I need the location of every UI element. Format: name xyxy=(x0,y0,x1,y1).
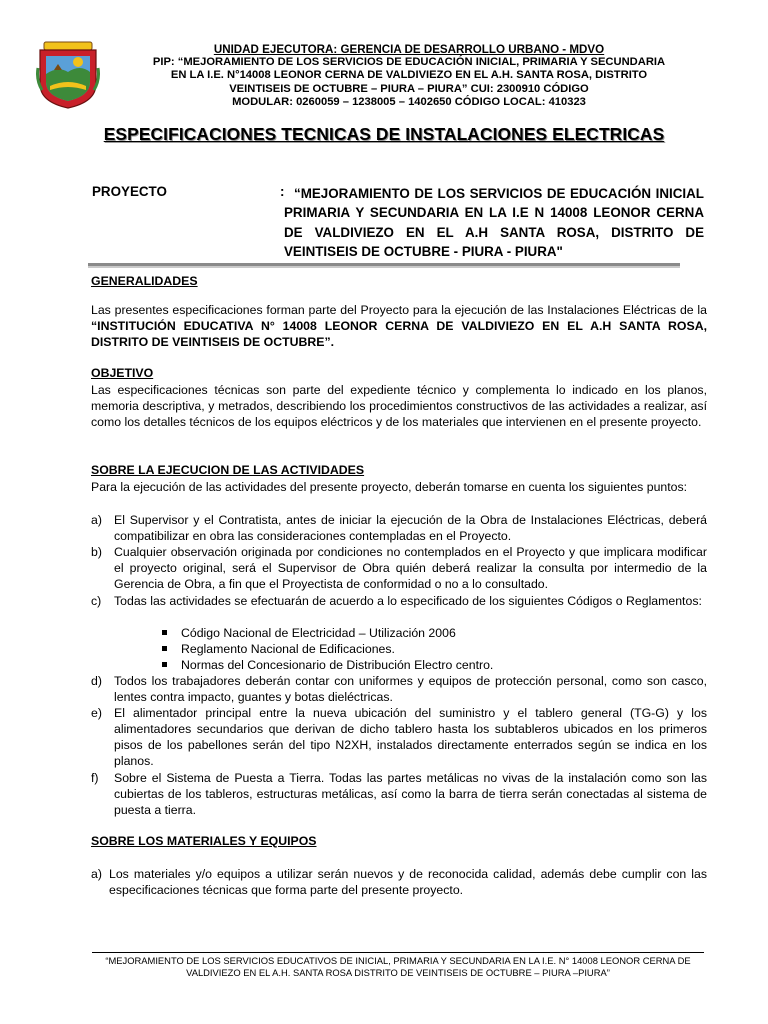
bullet-text: Normas del Concesionario de Distribución Electro centro. xyxy=(181,658,494,672)
footer-line-1: “MEJORAMIENTO DE LOS SERVICIOS EDUCATIVOS DE INICIAL, PRIMARIA Y SECUNDARIA EN LA I.E. N° 14008 LEONOR CERNA DE xyxy=(105,955,691,966)
header-school-line: EN LA I.E. N°14008 LEONOR CERNA DE VALDIVIEZO EN EL A.H. SANTA ROSA, DISTRITO xyxy=(170,69,648,82)
list-marker: d) xyxy=(91,674,102,688)
bullet-square-icon xyxy=(162,630,167,635)
list-item-text: Sobre el Sistema de Puesta a Tierra. Todas las partes metálicas no vivas de la instalación como son las cubiertas de los tableros, estructuras metálicas, así como la barra de tierra serán conectadas al sistema de puesta a tierra. xyxy=(114,771,707,817)
municipal-coat-of-arms-icon xyxy=(36,40,100,110)
bullet-item xyxy=(162,641,395,657)
bullet-item xyxy=(162,625,456,641)
bullet-text: Reglamento Nacional de Edificaciones. xyxy=(181,642,395,656)
bullet-item xyxy=(162,657,493,673)
footer-line-2: VALDIVIEZO EN EL A.H. SANTA ROSA DISTRITO DE VEINTISEIS DE OCTUBRE – PIURA –PIURA” xyxy=(186,967,610,978)
list-item-text: Cualquier observación originada por condiciones no contemplados en el Proyecto y que implicara modificar el proyecto original, será el Supervisor de Obra quién deberá realizar la consulta por intermedio de la Gerencia de Obra, a fin que el Proyectista de conformidad o no a lo consultado. xyxy=(114,545,707,591)
list-item-text: El Supervisor y el Contratista, antes de iniciar la ejecución de la Obra de Instalaciones Eléctricas, deberá compatibilizar en obra las consideraciones contempladas en el Proyecto. xyxy=(114,513,707,543)
list-marker: c) xyxy=(91,594,102,608)
document-header xyxy=(110,43,708,109)
page-footer xyxy=(92,955,704,979)
header-district-line: VEINTISEIS DE OCTUBRE – PIURA – PIURA” CUI: 2300910 CÓDIGO xyxy=(229,82,589,95)
list-marker: f) xyxy=(91,771,99,785)
heading-ejecucion: SOBRE LA EJECUCION DE LAS ACTIVIDADES xyxy=(91,463,365,477)
bullet-square-icon xyxy=(162,646,167,651)
section-divider xyxy=(88,263,680,268)
list-item xyxy=(91,544,707,592)
list-item xyxy=(91,593,707,609)
heading-objetivo: OBJETIVO xyxy=(91,366,154,380)
list-item xyxy=(91,705,707,769)
list-item-text: El alimentador principal entre la nueva ubicación del suministro y el tablero general (TG-G) y los alimentadores secundarios que derivan de dicho tablero hasta los subtableros ubicados en los primeros pisos de los pabellones serán del tipo N2XH, instalados directamente enterrados según se indica en los planos. xyxy=(114,706,707,768)
bullet-square-icon xyxy=(162,662,167,667)
list-item xyxy=(91,673,707,705)
bullet-text: Código Nacional de Electricidad – Utilización 2006 xyxy=(181,626,456,640)
header-executing-unit: UNIDAD EJECUTORA: GERENCIA DE DESARROLLO URBANO - MDVO xyxy=(213,43,605,56)
project-name: “MEJORAMIENTO DE LOS SERVICIOS DE EDUCACIÓN INICIAL PRIMARIA Y SECUNDARIA EN LA I.E N 14008 LEONOR CERNA DE VALDIVIEZO EN EL A.H SANTA ROSA, DISTRITO DE VEINTISEIS DE OCTUBRE - PIURA - PIURA" xyxy=(284,186,704,260)
header-codes-line: MODULAR: 0260059 – 1238005 – 1402650 CÓDIGO LOCAL: 410323 xyxy=(232,95,586,108)
list-item-text: Todas las actividades se efectuarán de acuerdo a lo especificado de los siguientes Códigos o Reglamentos: xyxy=(114,594,702,608)
project-colon: : xyxy=(280,184,285,199)
list-item-text: Los materiales y/o equipos a utilizar serán nuevos y de reconocida calidad, además debe cumplir con las especificaciones técnicas que forma parte del presente proyecto. xyxy=(109,867,707,897)
ejecucion-intro: Para la ejecución de las actividades del presente proyecto, deberán tomarse en cuenta los siguientes puntos: xyxy=(91,480,688,494)
list-item xyxy=(91,866,707,898)
objetivo-paragraph: Las especificaciones técnicas son parte del expediente técnico y complementa lo indicado en los planos, memoria descriptiva, y metrados, describiendo los procedimientos constructivos de las actividades a realizar, así como los detalles técnicos de los equipos eléctricos y de los materiales que intervienen en el presente proyecto. xyxy=(91,383,707,429)
heading-generalidades: GENERALIDADES xyxy=(91,274,198,288)
list-marker: a) xyxy=(91,513,102,527)
list-marker: b) xyxy=(91,545,102,559)
list-marker: e) xyxy=(91,706,102,720)
header-pip-line: PIP: “MEJORAMIENTO DE LOS SERVICIOS DE EDUCACIÓN INICIAL, PRIMARIA Y SECUNDARIA xyxy=(152,56,666,69)
generalidades-text: Las presentes especificaciones forman parte del Proyecto para la ejecución de las Instalaciones Eléctricas de la xyxy=(91,303,707,317)
project-label: PROYECTO xyxy=(92,184,167,199)
generalidades-institution: “INSTITUCIÓN EDUCATIVA N° 14008 LEONOR CERNA DE VALDIVIEZO EN EL A.H SANTA ROSA, DISTRITO DE VEINTISEIS DE OCTUBRE”. xyxy=(91,319,707,349)
footer-divider xyxy=(92,952,704,953)
list-marker: a) xyxy=(91,867,102,881)
generalidades-paragraph xyxy=(91,302,707,350)
list-item xyxy=(91,770,707,818)
list-item xyxy=(91,512,707,544)
list-item-text: Todos los trabajadores deberán contar con uniformes y equipos de protección personal, como son casco, lentes contra impacto, guantes y botas dieléctricas. xyxy=(114,674,707,704)
document-title: ESPECIFICACIONES TECNICAS DE INSTALACIONES ELECTRICAS xyxy=(103,124,665,144)
heading-materiales: SOBRE LOS MATERIALES Y EQUIPOS xyxy=(91,834,317,848)
